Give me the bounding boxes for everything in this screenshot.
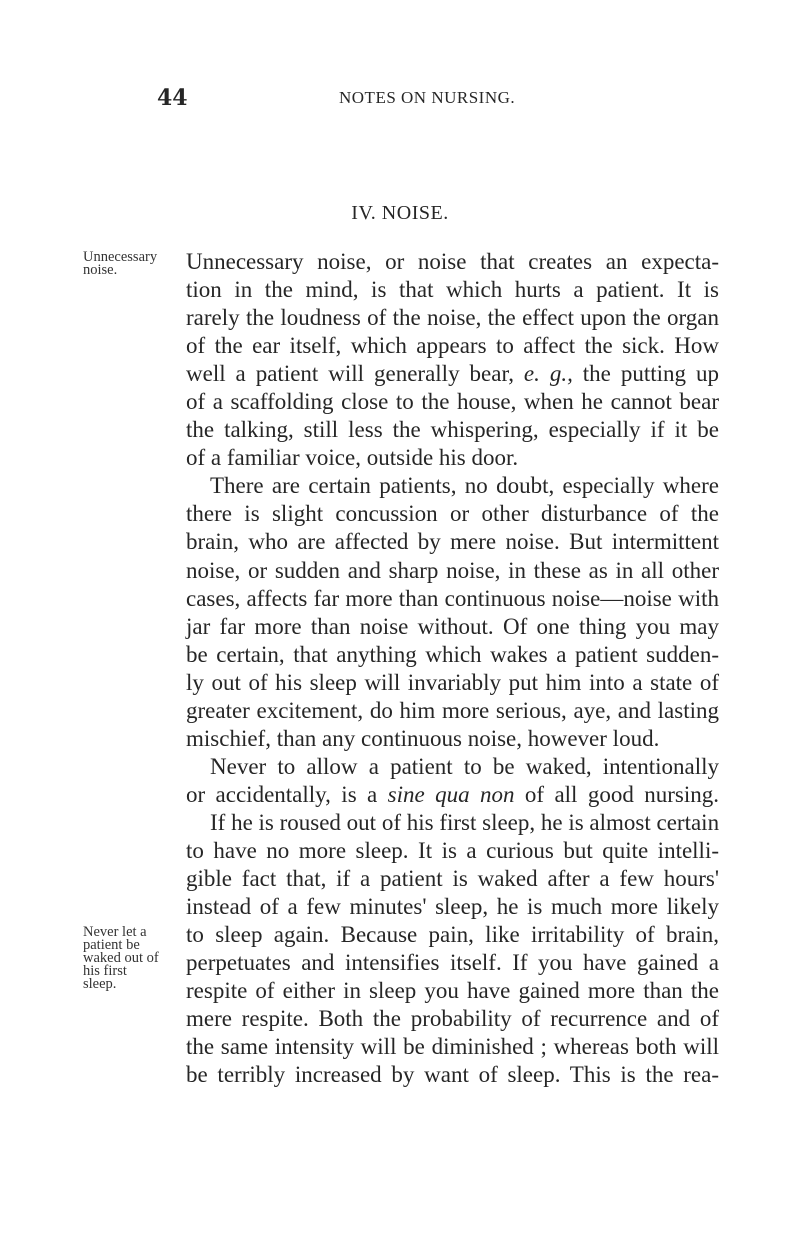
text-line: ly out of his sleep will invariably put him into a state of xyxy=(186,669,719,695)
text-line: rarely the loudness of the noise, the effect upon the organ xyxy=(186,305,719,331)
text-line: tion in the mind, is that which hurts a patient. It is xyxy=(186,277,719,303)
emphasized-phrase: sine qua non xyxy=(387,781,515,807)
margin-note-line: noise. xyxy=(83,262,118,278)
emphasized-phrase: e. g., xyxy=(523,361,573,387)
margin-note-line: sleep. xyxy=(83,976,117,992)
text-line: of a scaffolding close to the house, when he cannot bear xyxy=(186,389,719,415)
text-line: jar far more than noise without. Of one thing you may xyxy=(186,613,719,639)
margin-note-line: his first xyxy=(83,963,127,979)
text-line: to have no more sleep. It is a curious but quite intelli- xyxy=(186,837,719,863)
running-title: NOTES ON NURSING. xyxy=(339,88,516,107)
margin-note-line: patient be xyxy=(83,937,140,953)
text-line: gible fact that, if a patient is waked after a few hours' xyxy=(186,866,719,892)
text-line: brain, who are affected by mere noise. But intermittent xyxy=(186,529,719,555)
page-number: 44 xyxy=(157,85,188,111)
text-line: greater excitement, do him more serious, aye, and lasting xyxy=(186,697,719,723)
text-line: noise, or sudden and sharp noise, in these as in all other xyxy=(186,557,719,583)
text-line: of the ear itself, which appears to affect the sick. How xyxy=(186,333,719,359)
text-line: Never to allow a patient to be waked, intentionally xyxy=(210,753,719,779)
text-line: There are certain patients, no doubt, especially where xyxy=(210,473,719,499)
section-heading: IV. NOISE. xyxy=(351,202,449,224)
text-line: perpetuates and intensifies itself. If you have gained a xyxy=(186,950,719,976)
text-line: mere respite. Both the probability of recurrence and of xyxy=(186,1006,719,1032)
margin-note-never-wake-patient xyxy=(83,926,178,991)
margin-note-line: Unnecessary xyxy=(83,249,158,265)
text-line: Unnecessary noise, or noise that creates an expecta- xyxy=(186,249,719,274)
text-line: the same intensity will be diminished ; whereas both will xyxy=(186,1034,719,1060)
text-line: of a familiar voice, outside his door. xyxy=(186,445,519,471)
margin-note-line: Never let a xyxy=(83,924,147,940)
text-line: be terribly increased by want of sleep. This is the rea- xyxy=(186,1062,719,1088)
text-line: there is slight concussion or other disturbance of the xyxy=(186,501,719,527)
text-line: the talking, still less the whispering, especially if it be xyxy=(186,417,719,443)
margin-note-unnecessary-noise xyxy=(83,251,178,277)
running-head xyxy=(0,84,800,112)
text-line: to sleep again. Because pain, like irritability of brain, xyxy=(186,922,719,948)
text-line: respite of either in sleep you have gained more than the xyxy=(186,978,719,1004)
text-line: If he is roused out of his first sleep, he is almost certain xyxy=(210,809,720,835)
text-line: mischief, than any continuous noise, however loud. xyxy=(186,725,660,751)
text-line-with-emphasis: well a patient will generally bear, e. g., the putting up xyxy=(186,361,719,387)
body-text xyxy=(186,248,719,1089)
text-line-with-emphasis: or accidentally, is a sine qua non of all good nursing. xyxy=(186,781,719,807)
text-line: instead of a few minutes' sleep, he is much more likely xyxy=(186,894,719,920)
text-line: be certain, that anything which wakes a patient sudden- xyxy=(186,641,719,667)
margin-note-line: waked out of xyxy=(83,950,159,966)
text-line: cases, affects far more than continuous noise—noise with xyxy=(186,585,719,611)
